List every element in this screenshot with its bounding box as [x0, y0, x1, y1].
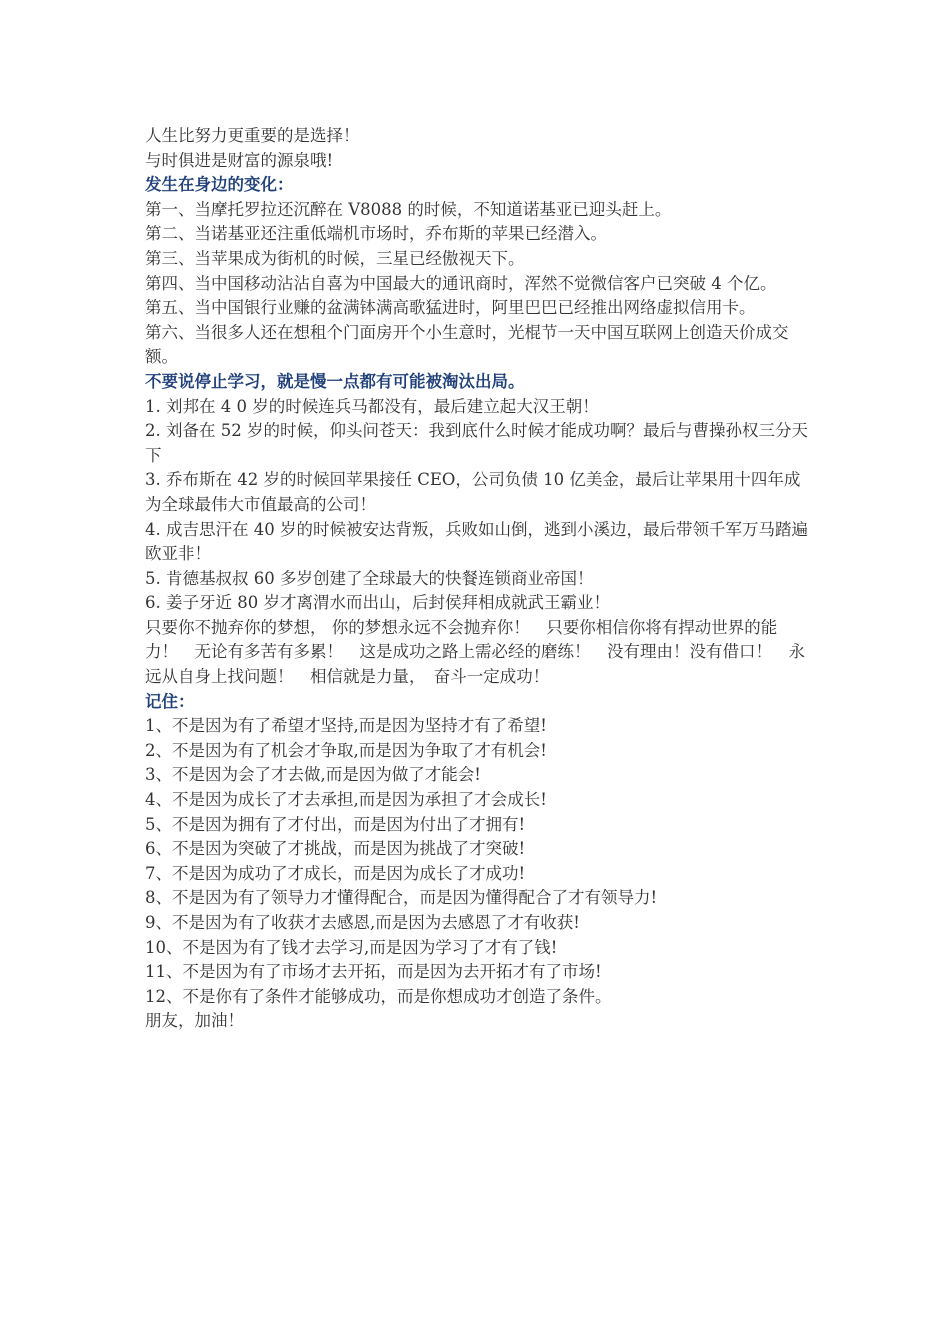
list-item: 8、不是因为有了领导力才懂得配合，而是因为懂得配合了才有领导力!	[145, 888, 658, 908]
list-item: 2、不是因为有了机会才争取,而是因为争取了才有机会!	[145, 740, 547, 760]
list-item: 5、不是因为拥有了才付出，而是因为付出了才拥有!	[145, 814, 526, 834]
list-item: 1. 刘邦在 4 0 岁的时候连兵马都没有，最后建立起大汉王朝！	[145, 396, 599, 416]
list-item: 4、不是因为成长了才去承担,而是因为承担了才会成长!	[145, 790, 547, 810]
closing-paragraph: 只要你不抛弃你的梦想， 你的梦想永远不会抛弃你！ 只要你相信你将有捍动世界的能力！ 无论有多苦有多累！ 这是成功之路上需必经的磨练！ 没有理由！没有借口！ 永远从自身上找问题！ 相信就是力量， 奋斗一定成功！	[145, 617, 805, 687]
document-page	[145, 124, 810, 1034]
list-item: 第六、当很多人还在想租个门面房开个小生意时，光棍节一天中国互联网上创造天价成交额。	[145, 322, 789, 367]
list-item: 第四、当中国移动沾沾自喜为中国最大的通讯商时，浑然不觉微信客户已突破 4 个亿。	[145, 273, 777, 293]
list-item: 第二、当诺基亚还注重低端机市场时，乔布斯的苹果已经潜入。	[145, 224, 607, 244]
list-item: 6、不是因为突破了才挑战，而是因为挑战了才突破!	[145, 839, 526, 859]
list-item: 12、不是你有了条件才能够成功，而是你想成功才创造了条件。	[145, 986, 612, 1006]
list-item: 第五、当中国银行业赚的盆满钵满高歌猛进时，阿里巴巴已经推出网络虚拟信用卡。	[145, 298, 756, 318]
outro-line: 朋友，加油！	[145, 1011, 244, 1031]
section-heading-remember: 记住：	[145, 691, 195, 711]
list-item: 3. 乔布斯在 42 岁的时候回苹果接任 CEO，公司负债 10 亿美金，最后让苹果用十四年成为全球最伟大市值最高的公司！	[145, 470, 801, 514]
list-item: 第一、当摩托罗拉还沉醉在 V8088 的时候，不知道诺基亚已迎头赶上。	[145, 199, 672, 219]
section-heading-keep-learning: 不要说停止学习，就是慢一点都有可能被淘汰出局。	[145, 371, 525, 391]
list-item: 2. 刘备在 52 岁的时候，仰头问苍天：我到底什么时候才能成功啊？最后与曹操孙权三分天下	[145, 421, 808, 465]
list-item: 第三、当苹果成为街机的时候，三星已经傲视天下。	[145, 248, 525, 268]
list-item: 1、不是因为有了希望才坚持,而是因为坚持才有了希望!	[145, 716, 547, 736]
list-item: 3、不是因为会了才去做,而是因为做了才能会!	[145, 765, 481, 785]
list-item: 9、不是因为有了收获才去感恩,而是因为去感恩了才有收获!	[145, 913, 580, 932]
section-heading-changes: 发生在身边的变化：	[145, 175, 294, 195]
list-item: 10、不是因为有了钱才去学习,而是因为学习了才有了钱!	[145, 937, 558, 957]
intro-line-2: 与时俱进是财富的源泉哦!	[145, 150, 334, 170]
list-item: 6. 姜子牙近 80 岁才离渭水而出山，后封侯拜相成就武王霸业！	[145, 593, 610, 613]
intro-line-1: 人生比努力更重要的是选择！	[145, 126, 360, 145]
list-item: 11、不是因为有了市场才去开拓，而是因为去开拓才有了市场!	[145, 962, 602, 982]
list-item: 4. 成吉思汗在 40 岁的时候被安达背叛，兵败如山倒，逃到小溪边，最后带领千军万马踏遍欧亚非！	[145, 519, 808, 564]
list-item: 7、不是因为成功了才成长，而是因为成长了才成功!	[145, 863, 526, 883]
list-item: 5. 肯德基叔叔 60 多岁创建了全球最大的快餐连锁商业帝国！	[145, 568, 594, 588]
